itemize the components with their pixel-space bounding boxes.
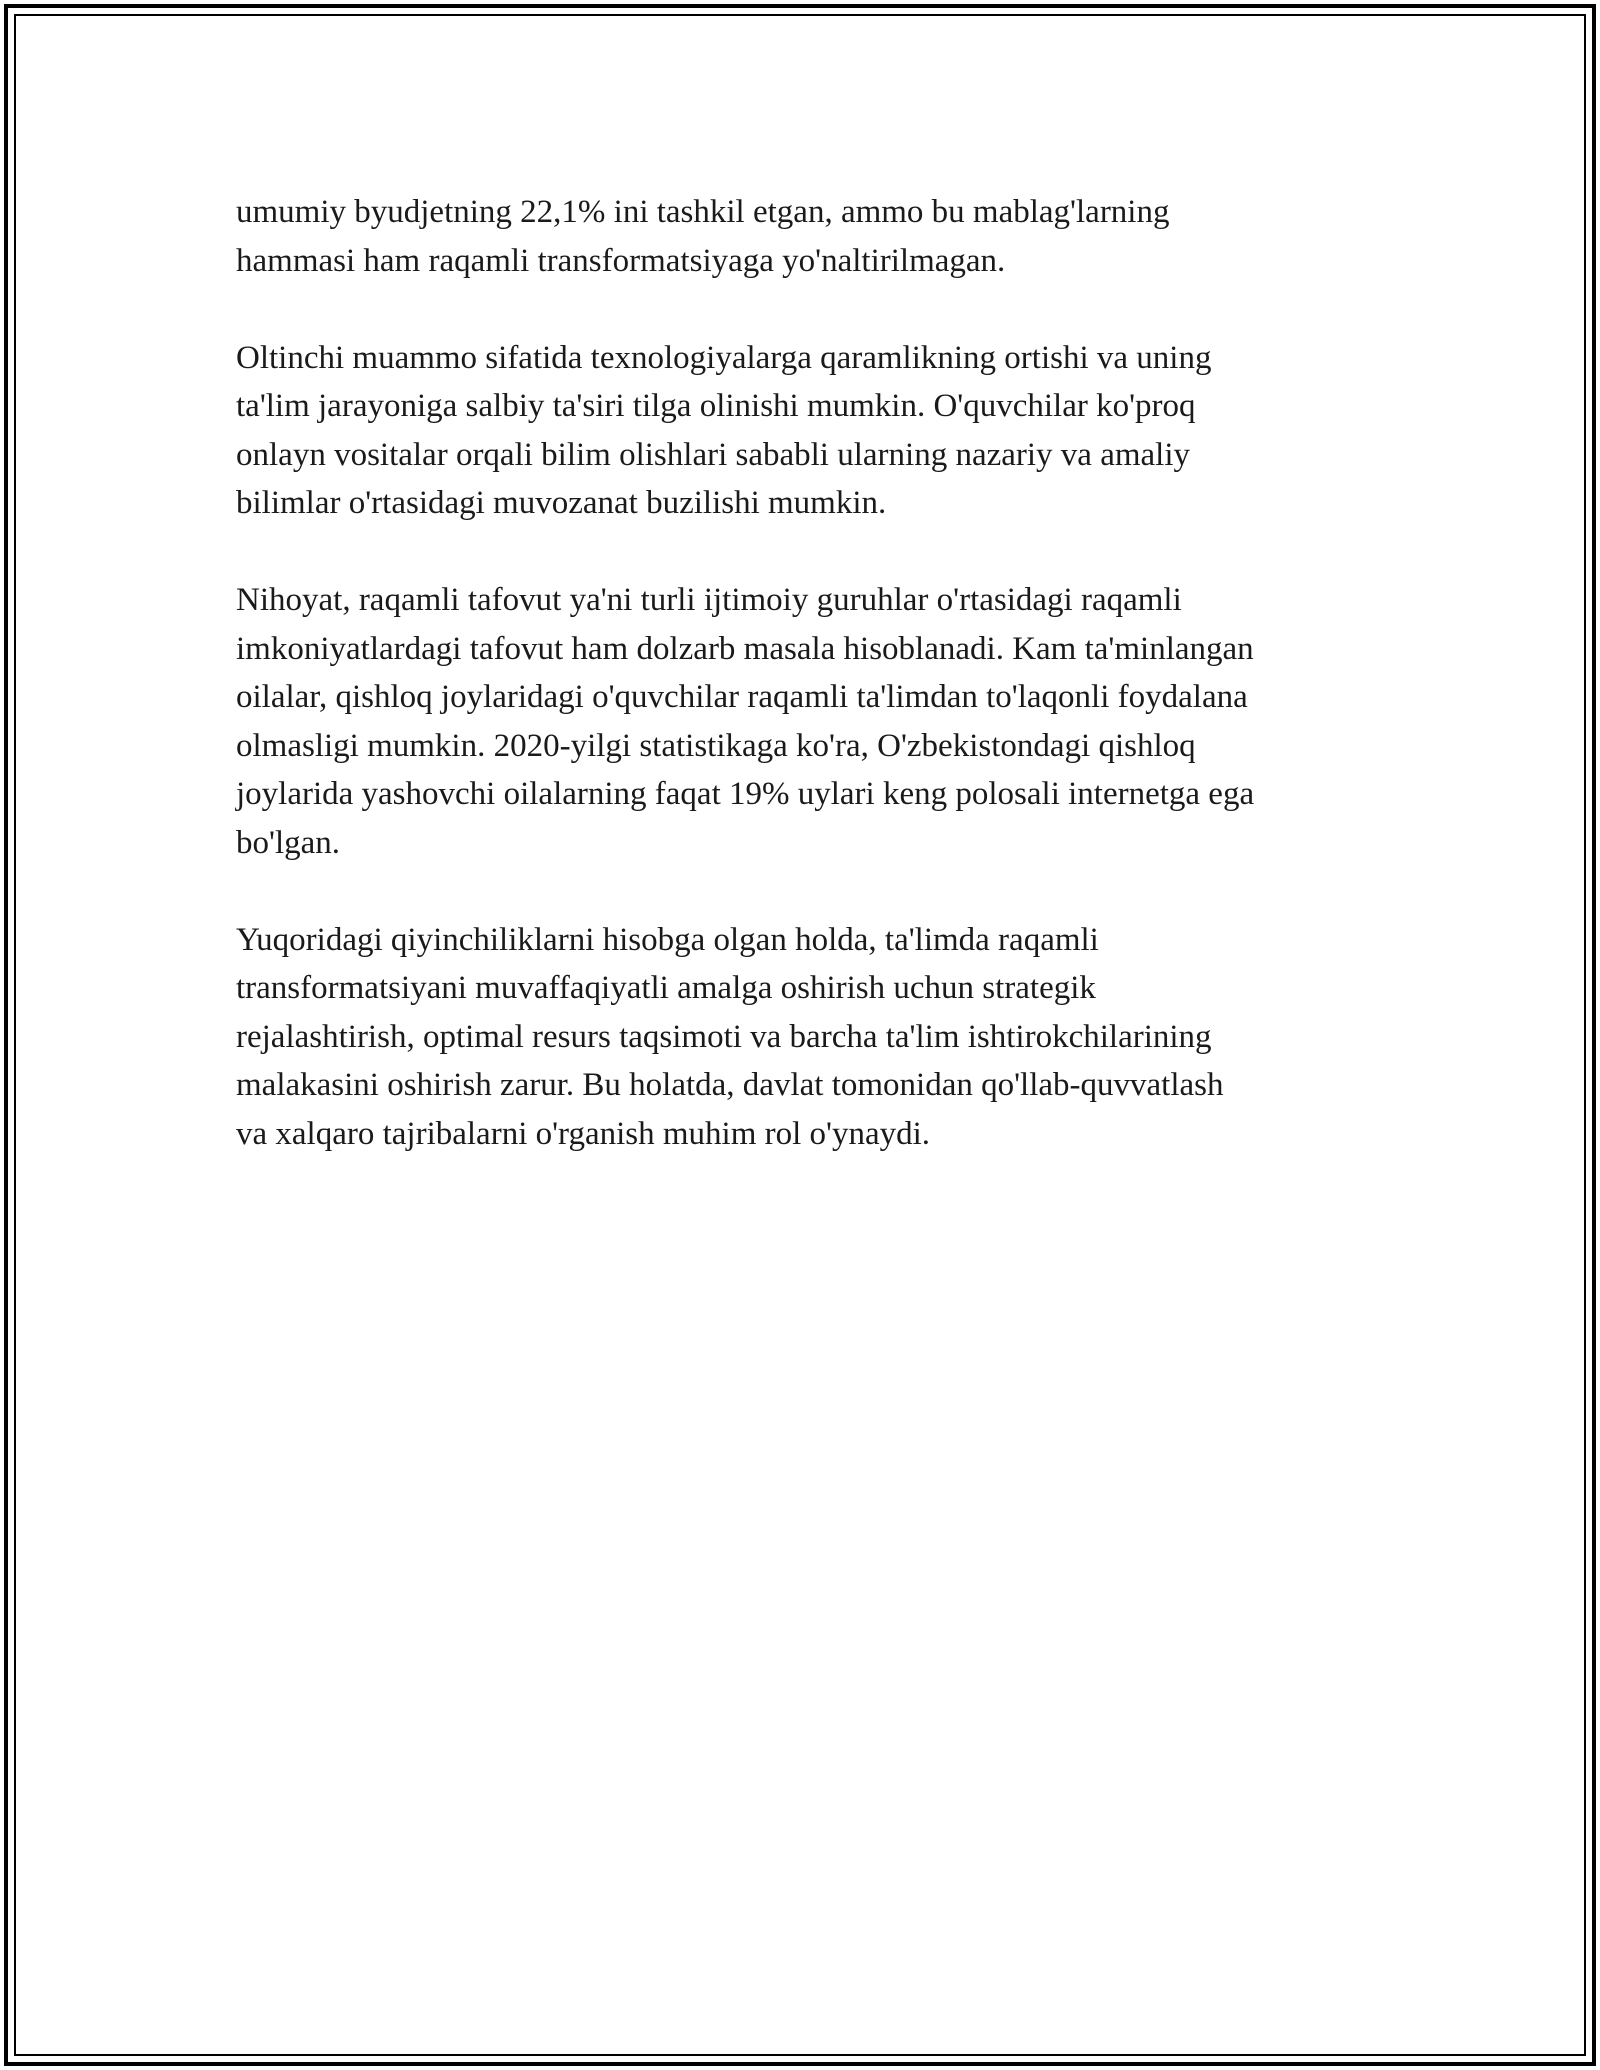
paragraph-digital-divide: Nihoyat, raqamli tafovut ya'ni turli ijtimoiy guruhlar o'rtasidagi raqamli imkoniyatlardagi tafovut ham dolzarb masala hisoblanadi. Kam ta'minlangan oilalar, qishloq joylaridagi o'quvchilar raqamli ta'limdan to'laqonli foydalana olmasligi mumkin. 2020-yilgi statistikaga ko'ra, O'zbekistondagi qishloq joylarida yashovchi oilalarning faqat 19% uylari keng polosali internetga ega bo'lgan. — [236, 582, 1255, 861]
document-body — [236, 188, 1376, 1207]
paragraph-technology-dependence: Oltinchi muammo sifatida texnologiyalarga qaramlikning ortishi va uning ta'lim jarayoniga salbiy ta'siri tilga olinishi mumkin. O'quvchilar ko'proq onlayn vositalar orqali bilim olishlari sababli ularning nazariy va amaliy bilimlar o'rtasidagi muvozanat buzilishi mumkin. — [236, 339, 1212, 521]
paragraph-conclusion: Yuqoridagi qiyinchiliklarni hisobga olgan holda, ta'limda raqamli transformatsiyani muvaffaqiyatli amalga oshirish uchun strategik rejalashtirish, optimal resurs taqsimoti va barcha ta'lim ishtirokchilarining malakasini oshirish zarur. Bu holatda, davlat tomonidan qo'llab-quvvatlash va xalqaro tajribalarni o'rganish muhim rol o'ynaydi. — [236, 921, 1224, 1152]
paragraph-budget: umumiy byudjetning 22,1% ini tashkil etgan, ammo bu mablag'larning hammasi ham raqamli transformatsiyaga yo'naltirilmagan. — [236, 194, 1170, 279]
